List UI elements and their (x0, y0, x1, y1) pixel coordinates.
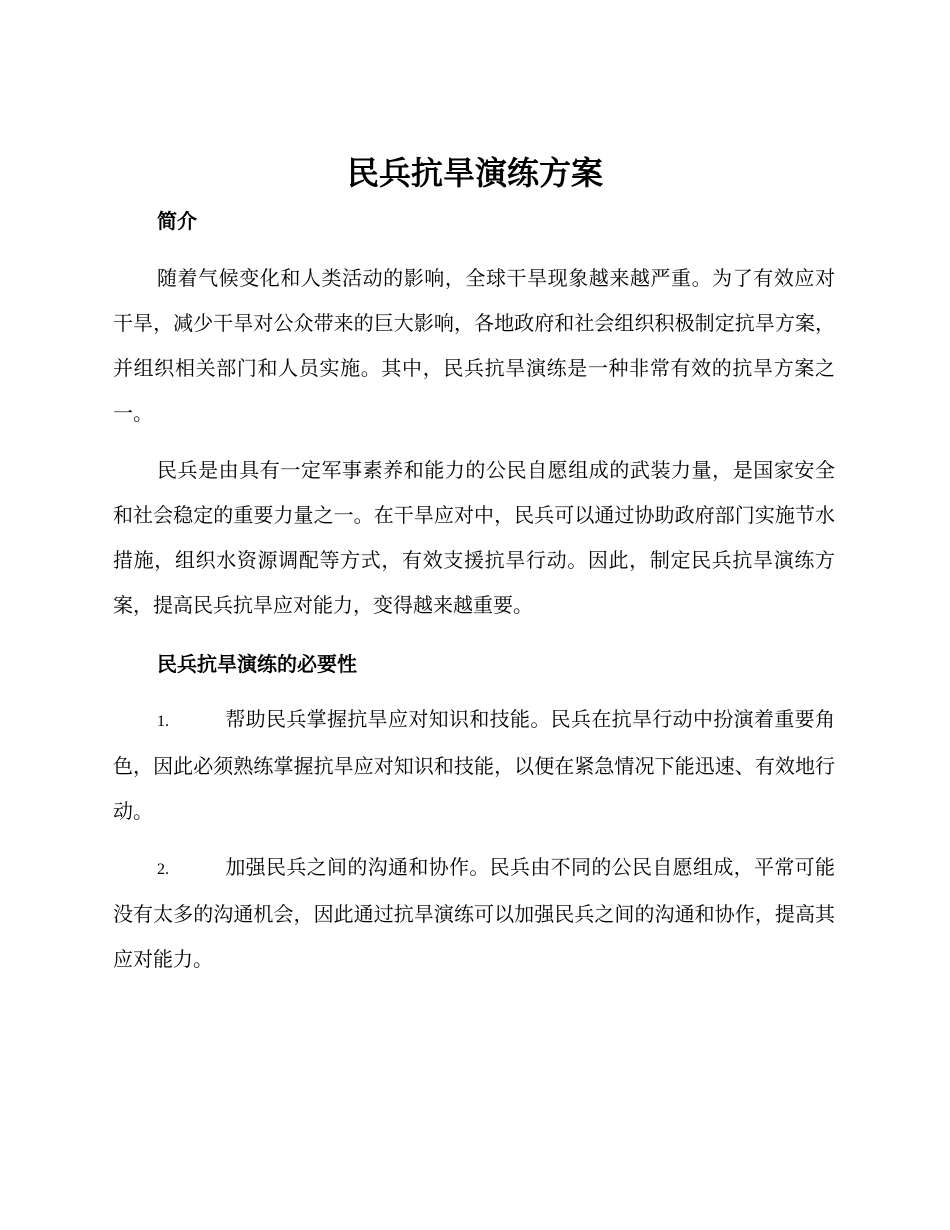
list-item-number: 2. (157, 861, 169, 878)
list-item-text: 加强民兵之间的沟通和协作。民兵由不同的公民自愿组成，平常可能没有太多的沟通机会，因此通过抗旱演练可以加强民兵之间的沟通和协作，提高其应对能力。 (113, 855, 835, 971)
list-item (113, 697, 835, 834)
intro-paragraph-1: 随着气候变化和人类活动的影响，全球干旱现象越来越严重。为了有效应对干旱，减少干旱对公众带来的巨大影响，各地政府和社会组织积极制定抗旱方案，并组织相关部门和人员实施。其中，民兵抗旱演练是一种非常有效的抗旱方案之一。 (113, 266, 835, 425)
section-heading-necessity: 民兵抗旱演练的必要性 (157, 652, 357, 676)
intro-paragraph-2: 民兵是由具有一定军事素养和能力的公民自愿组成的武装力量，是国家安全和社会稳定的重要力量之一。在干旱应对中，民兵可以通过协助政府部门实施节水措施，组织水资源调配等方式，有效支援抗旱行动。因此，制定民兵抗旱演练方案，提高民兵抗旱应对能力，变得越来越重要。 (113, 458, 835, 617)
section-heading-intro: 简介 (157, 209, 197, 233)
list-item-number: 1. (157, 713, 169, 730)
document-title: 民兵抗旱演练方案 (346, 154, 603, 192)
list-item (113, 845, 835, 982)
list-item-text: 帮助民兵掌握抗旱应对知识和技能。民兵在抗旱行动中扮演着重要角色，因此必须熟练掌握抗旱应对知识和技能，以便在紧急情况下能迅速、有效地行动。 (113, 707, 835, 823)
